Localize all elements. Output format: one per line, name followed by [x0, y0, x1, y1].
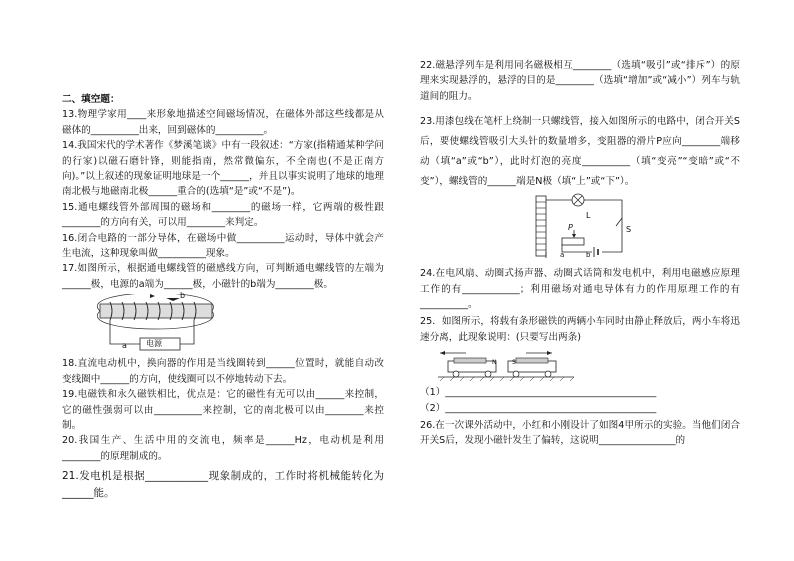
fig17-label-b: b [180, 291, 186, 301]
question-20: 20.我国生产、生活中用的交流电，频率是______Hz，电动机是利用________的原理制成的。 [62, 435, 384, 462]
answer-line-1: （1）____________________________________________ [420, 387, 657, 399]
question-22: 22.磁悬浮列车是利用同名磁极相互________（选填“吸引”或“排斥”）的原理来实现悬浮的，悬浮的目的是________（选填“增加”或“减小”）列车与轨道间的阻力。 [420, 60, 740, 102]
left-column [62, 92, 384, 502]
fig23-label-P: P [568, 223, 573, 233]
fig23-label-S: S [626, 225, 632, 235]
question-25: 25．如图所示，将载有条形磁铁的两辆小车同时由静止释放后，两小车将迅速分离，此现象说明：(只要写出两条) [420, 316, 740, 343]
fig25-pole-N: N [492, 359, 497, 367]
section-title: 二、填空题： [62, 94, 120, 105]
question-23: 23.用漆包线在笔杆上绕制一只螺线管，接入如图所示的电路中，闭合开关S后，要使螺线管吸引大头针的数量增多，变阻器的滑片P应向________端移动（填“a”或“b”），此时灯泡的亮度__________（填“变亮”“变暗”或“不变”），螺线管的______端是N极（填“上”或“下”）。 [420, 116, 740, 188]
figure-25-carts [420, 345, 740, 385]
circuit-diagram [532, 192, 632, 264]
question-24: 24.在电风扇、动圈式扬声器、动圈式话筒和发电机中，利用电磁感应原理工作的有____________；利用磁场对通电导体有力的作用原理工作的有__________。 [420, 268, 740, 311]
answer-line-2: （2）____________________________________________ [420, 402, 657, 414]
fig17-label-a: a [122, 341, 127, 351]
figure-23-circuit [420, 192, 740, 266]
question-19: 19.电磁铁和永久磁铁相比，优点是：它的磁性有无可以由______来控制，它的磁性强弱可以由__________来控制，它的南北极可以由________来控制。 [62, 389, 384, 431]
question-21: 21.发电机是根据____________现象制成的，工作时将机械能转化为______能。 [62, 470, 384, 500]
question-13: 13.物理学家用____来形象地描述空间磁场情况，在磁体外部这些线都是从磁体的__________出来，回到磁体的__________。 [62, 109, 384, 136]
right-column [420, 58, 740, 449]
question-18: 18.直流电动机中，换向器的作用是当线圈转到______位置时，就能自动改变线圈中______的方向，使线圈可以不停地转动下去。 [62, 358, 384, 385]
fig23-label-L: L [586, 211, 591, 221]
question-16: 16.闭合电路的一部分导体，在磁场中做__________运动时，导体中就会产生电流，这种现象叫做__________现象。 [62, 232, 384, 260]
fig17-power-label: 电源 [146, 339, 162, 349]
question-17: 17.如图所示，根据通电螺线管的磁感线方向，可判断通电螺线管的左端为______极，电源的a端为______极，小磁针的b端为________极。 [62, 263, 384, 290]
question-14: 14.我国宋代的学术著作《梦溪笔谈》中有一段叙述：“方家(指精通某种学问的行家)以磁石磨针锋，则能指南，然常微偏东，不全南也(不是正南方向)。”以上叙述的现象证明地球是一个______，并且以事实说明了地球的地理南北极与地磁南北极______重合的(选填“是”或“不是”)。 [62, 140, 384, 198]
question-15: 15.通电螺线管外部周围的磁场和________的磁场一样，它两端的极性跟________的方向有关，可以用________来判定。 [62, 201, 384, 229]
carts-diagram [438, 345, 578, 383]
fig25-pole-S: S [512, 359, 516, 367]
fig23-label-b: b [586, 251, 591, 260]
question-26: 26.在一次课外活动中，小红和小刚设计了如图4甲所示的实验。当他们闭合开关S后，发现小磁针发生了偏转，这说明________________的 [420, 420, 740, 447]
fig23-label-a: a [560, 251, 565, 260]
figure-17-solenoid [62, 292, 384, 356]
